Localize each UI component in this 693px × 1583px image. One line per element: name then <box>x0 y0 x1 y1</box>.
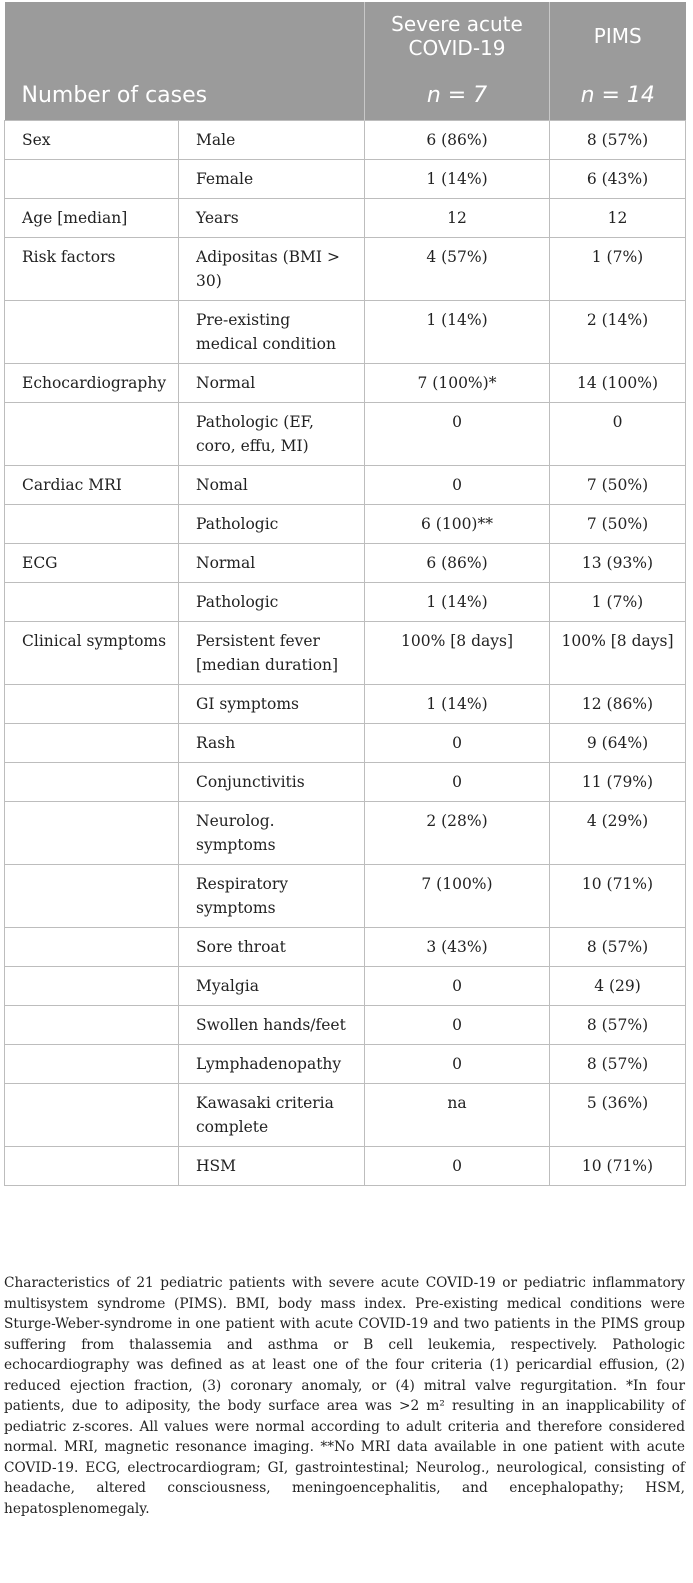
row-category-cell: Clinical symptoms <box>5 622 179 685</box>
row-category-cell <box>5 1045 179 1084</box>
row-covid-value-cell: 0 <box>365 466 550 505</box>
row-pims-value-cell: 7 (50%) <box>550 505 686 544</box>
table-row <box>5 199 686 238</box>
row-pims-value-cell: 13 (93%) <box>550 544 686 583</box>
row-covid-value-cell: 0 <box>365 1147 550 1186</box>
row-covid-value-cell: 7 (100%)* <box>365 364 550 403</box>
row-subcategory-cell: HSM <box>179 1147 365 1186</box>
table-container <box>4 2 685 1186</box>
characteristics-table <box>4 2 686 1186</box>
row-subcategory-cell: Neurolog. symptoms <box>179 802 365 865</box>
row-covid-value-cell: 4 (57%) <box>365 238 550 301</box>
table-row <box>5 1147 686 1186</box>
row-subcategory-cell: Normal <box>179 364 365 403</box>
row-subcategory-cell: Adipositas (BMI > 30) <box>179 238 365 301</box>
table-row <box>5 1006 686 1045</box>
table-row <box>5 301 686 364</box>
row-covid-value-cell: 6 (86%) <box>365 544 550 583</box>
row-pims-value-cell: 2 (14%) <box>550 301 686 364</box>
table-row <box>5 724 686 763</box>
row-pims-value-cell: 12 <box>550 199 686 238</box>
row-covid-value-cell: 0 <box>365 967 550 1006</box>
row-subcategory-cell: Pathologic (EF, coro, effu, MI) <box>179 403 365 466</box>
row-covid-value-cell: 0 <box>365 724 550 763</box>
row-covid-value-cell: na <box>365 1084 550 1147</box>
row-pims-value-cell: 8 (57%) <box>550 1006 686 1045</box>
row-pims-value-cell: 14 (100%) <box>550 364 686 403</box>
row-category-cell <box>5 403 179 466</box>
row-category-cell <box>5 865 179 928</box>
table-header <box>5 2 686 121</box>
row-pims-value-cell: 10 (71%) <box>550 865 686 928</box>
header-blank-cell <box>5 2 179 70</box>
row-pims-value-cell: 0 <box>550 403 686 466</box>
row-pims-value-cell: 1 (7%) <box>550 238 686 301</box>
table-row <box>5 364 686 403</box>
row-covid-value-cell: 100% [8 days] <box>365 622 550 685</box>
row-subcategory-cell: GI symptoms <box>179 685 365 724</box>
table-row <box>5 1084 686 1147</box>
row-covid-value-cell: 3 (43%) <box>365 928 550 967</box>
row-category-cell <box>5 1006 179 1045</box>
row-pims-value-cell: 12 (86%) <box>550 685 686 724</box>
table-caption: Characteristics of 21 pediatric patients with severe acute COVID-19 or pediatric inflammatory multisystem syndrome (PIMS). BMI, body mass index. Pre-existing medical conditions were Sturge-Weber-syndrome in one patient with acute COVID-19 and two patients in the PIMS group suffering from thalassemia and asthma or B cell leukemia, respectively. Pathologic echocardiography was defined as at least one of the four criteria (1) pericardial effusion, (2) reduced ejection fraction, (3) coronary anomaly, or (4) mitral valve regurgitation. *In four patients, due to adiposity, the body surface area was >2 m² resulting in an inapplicability of pediatric z-scores. All values were normal according to adult criteria and therefore considered normal. MRI, magnetic resonance imaging. **No MRI data available in one patient with acute COVID-19. ECG, electrocardiogram; GI, gastrointestinal; Neurolog., neurological, consisting of headache, altered consciousness, meningoencephalitis, and encephalopathy; HSM, hepatosplenomegaly. <box>4 1275 685 1517</box>
row-subcategory-cell: Lymphadenopathy <box>179 1045 365 1084</box>
row-covid-value-cell: 2 (28%) <box>365 802 550 865</box>
row-pims-value-cell: 5 (36%) <box>550 1084 686 1147</box>
row-subcategory-cell: Years <box>179 199 365 238</box>
row-category-cell <box>5 1084 179 1147</box>
table-row <box>5 622 686 685</box>
row-covid-value-cell: 1 (14%) <box>365 160 550 199</box>
table-row <box>5 1045 686 1084</box>
row-subcategory-cell: Conjunctivitis <box>179 763 365 802</box>
table-row <box>5 121 686 160</box>
table-row <box>5 865 686 928</box>
row-covid-value-cell: 6 (100)** <box>365 505 550 544</box>
header-blank-cell <box>179 2 365 70</box>
row-subcategory-cell: Swollen hands/feet <box>179 1006 365 1045</box>
row-covid-value-cell: 12 <box>365 199 550 238</box>
row-category-cell: Age [median] <box>5 199 179 238</box>
row-covid-value-cell: 6 (86%) <box>365 121 550 160</box>
row-pims-value-cell: 6 (43%) <box>550 160 686 199</box>
row-pims-value-cell: 10 (71%) <box>550 1147 686 1186</box>
row-category-cell: Sex <box>5 121 179 160</box>
row-category-cell <box>5 928 179 967</box>
row-covid-value-cell: 1 (14%) <box>365 685 550 724</box>
row-pims-value-cell: 100% [8 days] <box>550 622 686 685</box>
row-pims-value-cell: 4 (29) <box>550 967 686 1006</box>
table-row <box>5 967 686 1006</box>
row-subcategory-cell: Myalgia <box>179 967 365 1006</box>
table-row <box>5 466 686 505</box>
row-subcategory-cell: Normal <box>179 544 365 583</box>
row-covid-value-cell: 1 (14%) <box>365 301 550 364</box>
header-n-pims: n = 14 <box>550 70 686 121</box>
table-row <box>5 544 686 583</box>
header-number-of-cases: Number of cases <box>5 70 365 121</box>
table-row <box>5 763 686 802</box>
row-covid-value-cell: 0 <box>365 403 550 466</box>
row-pims-value-cell: 8 (57%) <box>550 928 686 967</box>
row-subcategory-cell: Nomal <box>179 466 365 505</box>
row-covid-value-cell: 0 <box>365 1006 550 1045</box>
row-category-cell <box>5 160 179 199</box>
table-row <box>5 802 686 865</box>
row-pims-value-cell: 9 (64%) <box>550 724 686 763</box>
row-subcategory-cell: Respiratory symptoms <box>179 865 365 928</box>
table-row <box>5 505 686 544</box>
table-row <box>5 238 686 301</box>
row-subcategory-cell: Pathologic <box>179 583 365 622</box>
header-n-covid: n = 7 <box>365 70 550 121</box>
row-category-cell: ECG <box>5 544 179 583</box>
row-subcategory-cell: Pre-existing medical condition <box>179 301 365 364</box>
row-category-cell <box>5 301 179 364</box>
row-covid-value-cell: 7 (100%) <box>365 865 550 928</box>
row-category-cell <box>5 1147 179 1186</box>
row-category-cell <box>5 724 179 763</box>
row-pims-value-cell: 8 (57%) <box>550 1045 686 1084</box>
table-row <box>5 685 686 724</box>
row-subcategory-cell: Persistent fever [median duration] <box>179 622 365 685</box>
row-category-cell: Echocardiography <box>5 364 179 403</box>
row-category-cell <box>5 802 179 865</box>
row-category-cell <box>5 505 179 544</box>
table-row <box>5 583 686 622</box>
row-covid-value-cell: 1 (14%) <box>365 583 550 622</box>
table-row <box>5 160 686 199</box>
row-pims-value-cell: 7 (50%) <box>550 466 686 505</box>
row-subcategory-cell: Female <box>179 160 365 199</box>
table-body <box>5 121 686 1186</box>
row-subcategory-cell: Pathologic <box>179 505 365 544</box>
row-subcategory-cell: Male <box>179 121 365 160</box>
row-category-cell <box>5 763 179 802</box>
row-subcategory-cell: Sore throat <box>179 928 365 967</box>
row-pims-value-cell: 8 (57%) <box>550 121 686 160</box>
table-row <box>5 928 686 967</box>
row-subcategory-cell: Kawasaki criteria complete <box>179 1084 365 1147</box>
table-row <box>5 403 686 466</box>
row-category-cell <box>5 685 179 724</box>
row-category-cell: Risk factors <box>5 238 179 301</box>
row-category-cell <box>5 967 179 1006</box>
header-pims: PIMS <box>550 2 686 70</box>
row-category-cell: Cardiac MRI <box>5 466 179 505</box>
row-covid-value-cell: 0 <box>365 1045 550 1084</box>
row-covid-value-cell: 0 <box>365 763 550 802</box>
row-pims-value-cell: 1 (7%) <box>550 583 686 622</box>
row-pims-value-cell: 4 (29%) <box>550 802 686 865</box>
row-category-cell <box>5 583 179 622</box>
row-subcategory-cell: Rash <box>179 724 365 763</box>
header-covid: Severe acute COVID-19 <box>365 2 550 70</box>
row-pims-value-cell: 11 (79%) <box>550 763 686 802</box>
